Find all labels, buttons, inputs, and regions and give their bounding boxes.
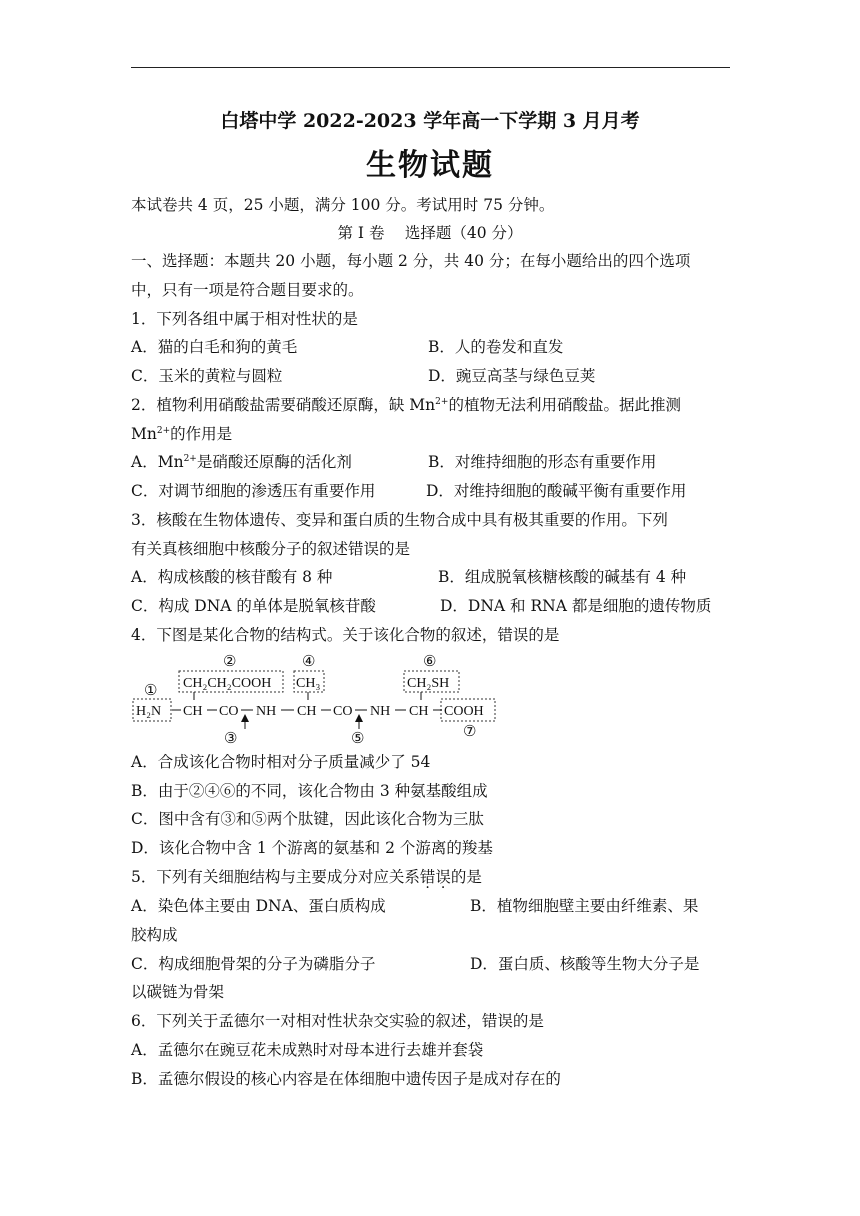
imino-2: NH (370, 704, 391, 719)
header-rule (131, 67, 730, 68)
q1-option-a: A．猫的白毛和狗的黄毛 (131, 338, 298, 356)
amino-group: H₂N (136, 704, 162, 719)
arrow-up-icon (241, 714, 249, 722)
q4-option-d: D．该化合物中含 1 个游离的氨基和 2 个游离的羧基 (131, 839, 493, 857)
q2-stem-line-2: $Mn^{2+}$的作用是 (131, 425, 233, 443)
q2-option-b: B．对维持细胞的形态有重要作用 (428, 453, 657, 471)
subject-title: 生物试题 (366, 148, 494, 183)
q1-option-b: B．人的卷发和直发 (428, 338, 564, 356)
q5-option-a: A．染色体主要由 DNA、蛋白质构成 (131, 897, 386, 915)
q2-option-c: C．对调节细胞的渗透压有重要作用 (131, 482, 376, 500)
q1-stem: 1．下列各组中属于相对性状的是 (131, 310, 358, 328)
q3-option-b: B．组成脱氧核糖核酸的碱基有 4 种 (438, 568, 687, 586)
q4-option-c: C．图中含有③和⑤两个肽键，因此该化合物为三肽 (131, 810, 484, 828)
exam-intro: 本试卷共 4 页，25 小题，满分 100 分。考试用时 75 分钟。 (131, 196, 555, 214)
section-heading: 第 I 卷 选择题（40 分） (337, 224, 523, 242)
q6-option-b: B．孟德尔假设的核心内容是在体细胞中遗传因子是成对存在的 (131, 1070, 561, 1088)
emphasis-dot-char: 错 (419, 868, 436, 886)
label-2: ② (223, 654, 237, 670)
alpha-carbon-3: CH (409, 704, 429, 719)
label-7: ⑦ (463, 724, 477, 740)
q5-option-d-cont: 以碳链为骨架 (131, 983, 225, 1001)
label-4: ④ (302, 654, 316, 670)
arrow-up-icon (355, 714, 363, 722)
instruction-line-2: 中，只有一项是符合题目要求的。 (131, 281, 364, 299)
q2-stem-line-1: 2．植物利用硝酸盐需要硝酸还原酶，缺 $Mn^{2+}$的植物无法利用硝酸盐。据此推测 (131, 396, 681, 414)
emphasis-dot-char: 误 (435, 868, 451, 886)
exam-title: 白塔中学 2022-2023 学年高一下学期 3 月月考 (220, 110, 640, 132)
q4-stem: 4．下图是某化合物的结构式。关于该化合物的叙述，错误的是 (131, 626, 560, 644)
q4-option-b: B．由于②④⑥的不同，该化合物由 3 种氨基酸组成 (131, 782, 488, 800)
q6-stem: 6．下列关于孟德尔一对相对性状杂交实验的叙述，错误的是 (131, 1012, 544, 1030)
alpha-carbon-1: CH (183, 704, 203, 719)
q2-option-a: A．$Mn^{2+}$是硝酸还原酶的活化剂 (131, 453, 352, 471)
q4-option-a: A．合成该化合物时相对分子质量减少了 54 (131, 753, 431, 771)
instruction-line-1: 一、选择题：本题共 20 小题，每小题 2 分，共 40 分；在每小题给出的四个选项 (131, 252, 691, 270)
q1-option-c: C．玉米的黄粒与圆粒 (131, 367, 283, 385)
q3-option-a: A．构成核酸的核苷酸有 8 种 (131, 568, 333, 586)
q2-option-d: D．对维持细胞的酸碱平衡有重要作用 (426, 482, 687, 500)
alpha-carbon-2: CH (297, 704, 317, 719)
tripeptide-structure-figure (131, 650, 511, 745)
label-3: ③ (224, 731, 238, 745)
q5-option-d: D．蛋白质、核酸等生物大分子是 (470, 955, 700, 973)
q3-option-c: C．构成 DNA 的单体是脱氧核苷酸 (131, 597, 376, 615)
q3-option-d: D．DNA 和 RNA 都是细胞的遗传物质 (440, 597, 712, 615)
q3-stem-line-2: 有关真核细胞中核酸分子的叙述错误的是 (131, 540, 411, 558)
label-5: ⑤ (351, 731, 365, 745)
q6-option-a: A．孟德尔在豌豆花未成熟时对母本进行去雄并套袋 (131, 1041, 484, 1059)
carbonyl-1: CO (219, 704, 239, 719)
q1-option-d: D．豌豆高茎与绿色豆荚 (428, 367, 596, 385)
q5-stem: 5．下列有关细胞结构与主要成分对应关系错误的是 (131, 868, 482, 886)
q3-stem-line-1: 3．核酸在生物体遗传、变异和蛋白质的生物合成中具有极其重要的作用。下列 (131, 511, 668, 529)
q5-option-c: C．构成细胞骨架的分子为磷脂分子 (131, 955, 376, 973)
q5-option-b-cont: 胶构成 (131, 926, 178, 944)
q5-option-b: B．植物细胞壁主要由纤维素、果 (470, 897, 699, 915)
r-group-2: CH₂CH₂COOH (183, 676, 272, 691)
r-group-4: CH₃ (296, 676, 321, 691)
label-1: ① (144, 683, 158, 699)
label-6: ⑥ (423, 654, 437, 670)
carboxyl-group: COOH (444, 704, 484, 719)
carbonyl-2: CO (333, 704, 353, 719)
r-group-6: CH₂SH (407, 676, 450, 691)
imino-1: NH (256, 704, 277, 719)
